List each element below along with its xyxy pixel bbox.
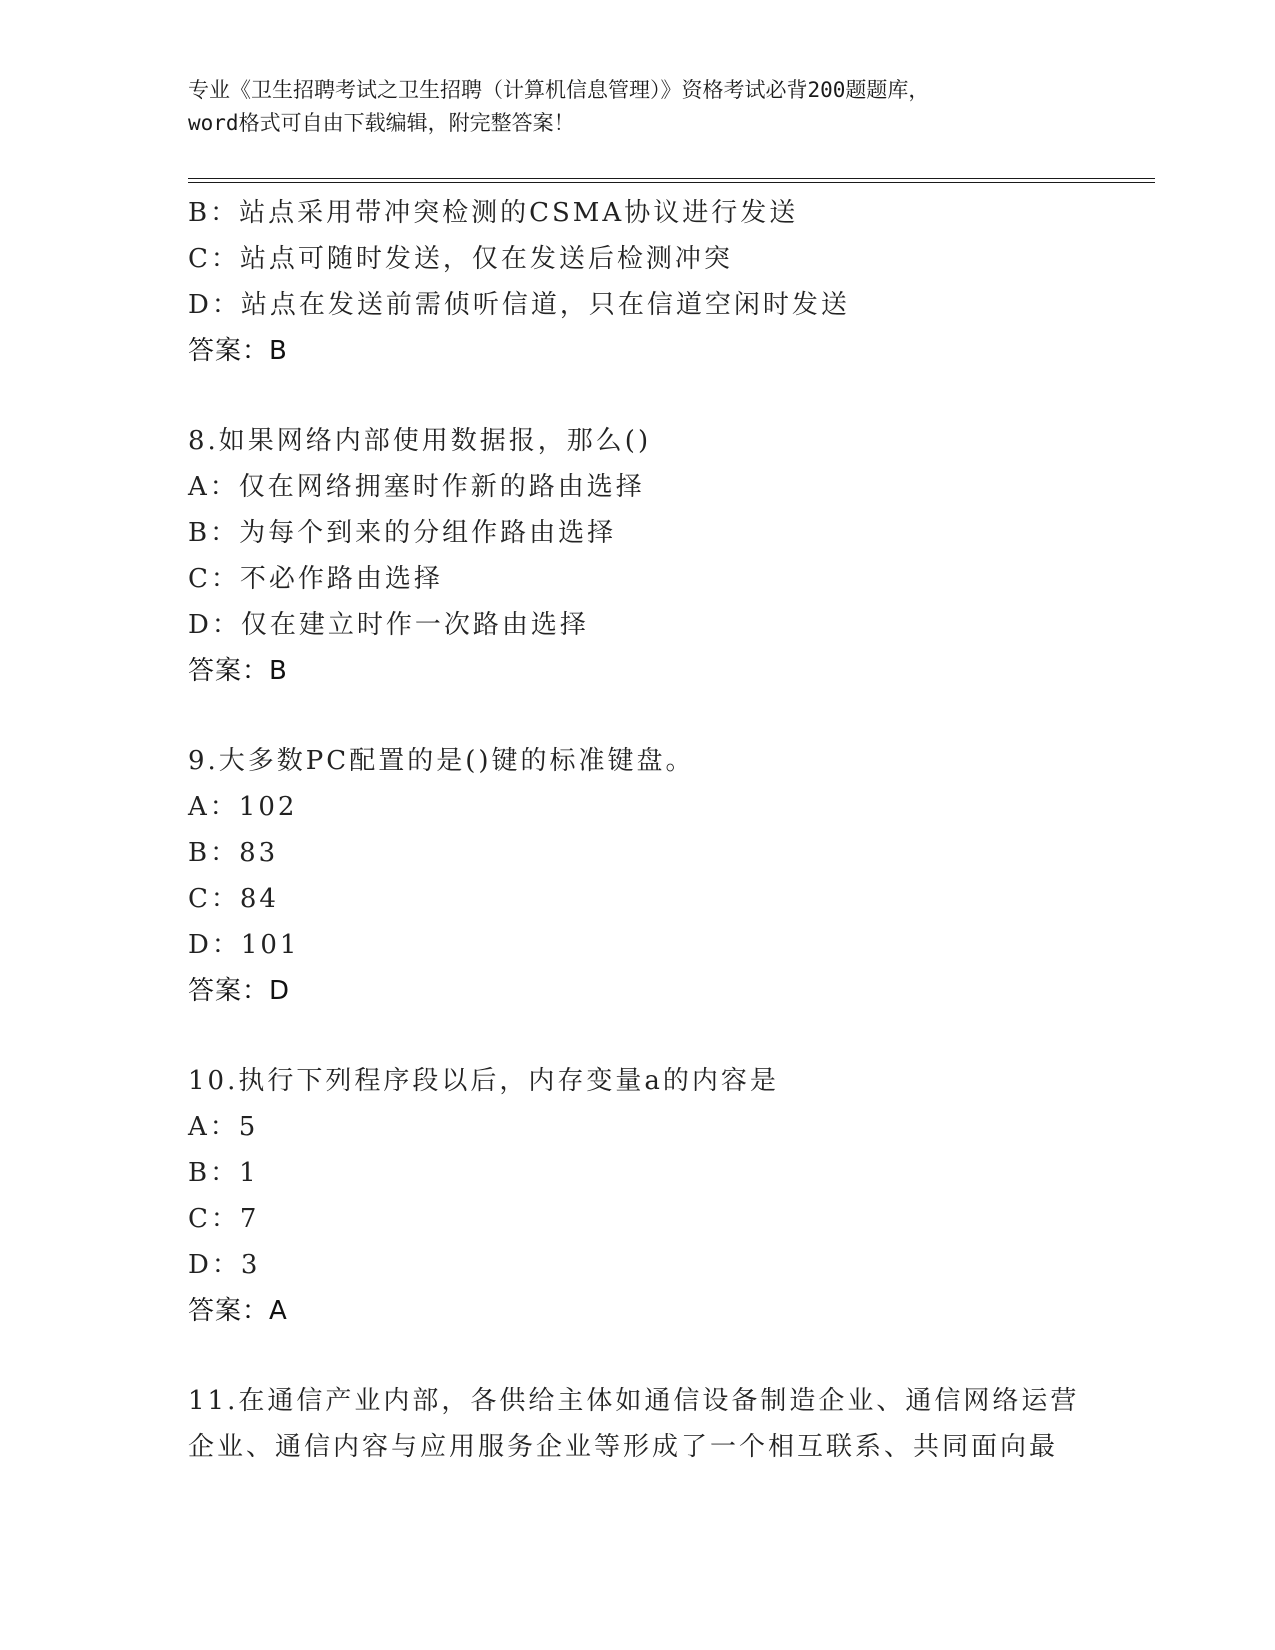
- option-c: C：84: [188, 884, 279, 914]
- answer-line: 答案：A: [188, 1296, 288, 1326]
- option-a: A：仅在网络拥塞时作新的路由选择: [188, 472, 645, 502]
- option-c: C：7: [188, 1204, 260, 1234]
- document-body: [188, 190, 1088, 1470]
- option-d: D：站点在发送前需侦听信道，只在信道空闲时发送: [188, 290, 850, 320]
- document-header: [188, 74, 1088, 140]
- question-text-line-2: 企业、通信内容与应用服务企业等形成了一个相互联系、共同面向最: [188, 1432, 1059, 1462]
- spacer: [188, 1014, 1088, 1058]
- answer-line: 答案：D: [188, 976, 291, 1006]
- option-c: C：不必作路由选择: [188, 564, 443, 594]
- question-text: 8.如果网络内部使用数据报，那么(): [188, 426, 652, 456]
- spacer: [188, 1334, 1088, 1378]
- option-d: D：3: [188, 1250, 261, 1280]
- question-text-line-1: 11.在通信产业内部，各供给主体如通信设备制造企业、通信网络运营: [188, 1386, 1080, 1416]
- question-block-9: [188, 738, 1088, 1014]
- header-line-2: word格式可自由下载编辑，附完整答案！: [188, 111, 575, 135]
- question-text: 9.大多数PC配置的是()键的标准键盘。: [188, 746, 695, 776]
- option-b: B：1: [188, 1158, 259, 1188]
- option-d: D：101: [188, 930, 300, 960]
- option-b: B：83: [188, 838, 279, 868]
- header-divider-bottom: [188, 182, 1155, 183]
- option-d: D：仅在建立时作一次路由选择: [188, 610, 589, 640]
- header-divider-top: [188, 178, 1155, 179]
- answer-line: 答案：B: [188, 336, 288, 366]
- option-b: B：站点采用带冲突检测的CSMA协议进行发送: [188, 198, 799, 228]
- question-block-11: [188, 1378, 1088, 1470]
- question-block-10: [188, 1058, 1088, 1334]
- spacer: [188, 374, 1088, 418]
- spacer: [188, 694, 1088, 738]
- question-block-7-continued: [188, 190, 1088, 374]
- option-c: C：站点可随时发送，仅在发送后检测冲突: [188, 244, 733, 274]
- option-a: A：5: [188, 1112, 259, 1142]
- question-block-8: [188, 418, 1088, 694]
- question-text: 10.执行下列程序段以后，内存变量a的内容是: [188, 1066, 779, 1096]
- option-a: A：102: [188, 792, 298, 822]
- answer-line: 答案：B: [188, 656, 288, 686]
- header-line-1: 专业《卫生招聘考试之卫生招聘（计算机信息管理）》资格考试必背200题题库，: [188, 78, 930, 102]
- option-b: B：为每个到来的分组作路由选择: [188, 518, 617, 548]
